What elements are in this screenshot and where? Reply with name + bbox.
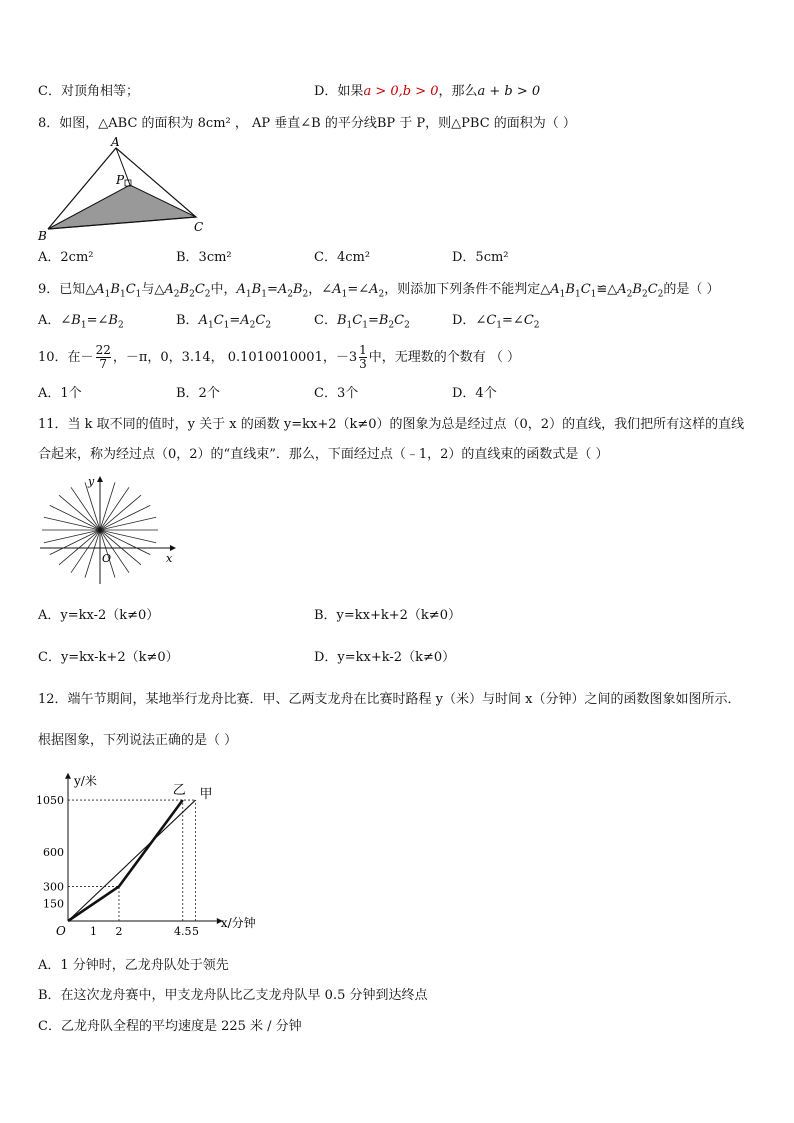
q11-option-c: C．y=kx-k+2（k≠0） (38, 650, 179, 665)
q10-option-a: A．1个 (38, 386, 82, 401)
y-tick-label: 300 (43, 880, 64, 894)
x-tick-label: 4.5 (174, 925, 192, 938)
series-line-乙 (68, 800, 183, 921)
q8-triangle-figure (36, 136, 216, 241)
q7-option-c: C．对顶角相等； (38, 84, 139, 99)
label-a: A (111, 135, 120, 149)
series-label-jia: 甲 (199, 787, 213, 803)
label-y: y (88, 475, 95, 488)
y-axis-arrow (65, 773, 71, 779)
q12-stem-line2: 根据图象，下列说法正确的是（ ） (38, 733, 238, 748)
q9-stem: 9．已知$\triangle A_1B_1C_1$与$\triangle A_2B_2C_2$中，$A_1B_1=A_2B_2$，$\angle A_1=\angle A_2$，则添加下列条件不能判定$\triangle A_1B_1C_1≌\triangle A_2B_2C_2$的是（ ） (38, 282, 720, 300)
x-axis-arrow (170, 545, 176, 551)
q9-option-c: C．$B_1C_1=B_2C_2$ (314, 313, 410, 331)
q12-option-b: B．在这次龙舟赛中，甲支龙舟队比乙支龙舟队早 0.5 分钟到达终点 (38, 988, 428, 1003)
series-label-yi: 乙 (172, 783, 186, 799)
q11-option-b: B．y=kx+k+2（k≠0） (314, 608, 461, 623)
q12-race-chart (30, 758, 270, 948)
q12-stem-line1: 12．端午节期间，某地举行龙舟比赛．甲、乙两支龙舟在比赛时路程 y（米）与时间 x（分钟）之间的函数图象如图所示． (38, 692, 741, 707)
q10-stem: 10．在－ $\frac{22}{7}$ ，－π，0，3.14， 0.1010010001，－3 $\frac{1}{3}$ 中，无理数的个数有 （ ） (38, 343, 521, 371)
q8-option-c: C．4cm² (314, 250, 371, 265)
q10-option-c: C．3个 (314, 386, 359, 401)
fraction-22-7: $\frac{22}{7}$ (95, 343, 111, 371)
series-line-甲 (68, 800, 196, 921)
center-point (98, 528, 102, 532)
q9-option-a: A．$\angle B_1=\angle B_2$ (38, 313, 124, 331)
y-tick-label: 150 (43, 897, 64, 911)
x-tick-label: 5 (192, 925, 199, 938)
q9-option-d: D．$\angle C_1=\angle C_2$ (452, 313, 540, 331)
q8-option-a: A．2cm² (38, 250, 94, 265)
label-p: P (116, 173, 125, 187)
q11-stem-line1: 11．当 k 取不同的值时，y 关于 x 的函数 y=kx+2（k≠0）的图象为总是经过点（0，2）的直线，我们把所有这样的直线 (38, 417, 745, 432)
origin-label: O (56, 924, 66, 938)
fraction-1-3: $\frac{1}{3}$ (359, 343, 367, 371)
q11-option-d: D．y=kx+k-2（k≠0） (314, 650, 456, 665)
q11-option-a: A．y=kx-2（k≠0） (38, 608, 160, 623)
q11-stem-line2: 合起来，称为经过点（0，2）的“直线束”．那么，下面经过点（﹣1，2）的直线束的函数式是（ ） (38, 447, 609, 462)
q10-option-b: B．2个 (176, 386, 220, 401)
x-axis-label: x/分钟 (220, 916, 256, 930)
q7-option-d: D．如果a > 0,b > 0，那么a + b > 0 (314, 84, 541, 99)
y-tick-label: 600 (43, 845, 64, 859)
q8-option-d: D．5cm² (452, 250, 509, 265)
q11-line-bundle-figure (36, 476, 176, 586)
x-tick-label: 1 (90, 925, 97, 938)
y-axis-label: y/米 (74, 773, 97, 788)
label-x: x (166, 552, 173, 565)
x-tick-label: 2 (115, 925, 123, 938)
label-b: B (38, 229, 47, 243)
q12-option-a: A．1 分钟时，乙龙舟队处于领先 (38, 958, 229, 973)
y-tick-label: 1050 (36, 794, 64, 808)
label-o: O (102, 552, 112, 565)
q9-option-b: B．$A_1C_1=A_2C_2$ (176, 313, 272, 331)
q10-option-d: D．4个 (452, 386, 497, 401)
q8-option-b: B．3cm² (176, 250, 232, 265)
q8-stem: 8．如图，△ABC 的面积为 8cm² ， AP 垂直∠B 的平分线BP 于 P，则△PBC 的面积为（ ） (38, 116, 576, 131)
q12-option-c: C．乙龙舟队全程的平均速度是 225 米 / 分钟 (38, 1019, 302, 1034)
label-c: C (194, 220, 204, 234)
